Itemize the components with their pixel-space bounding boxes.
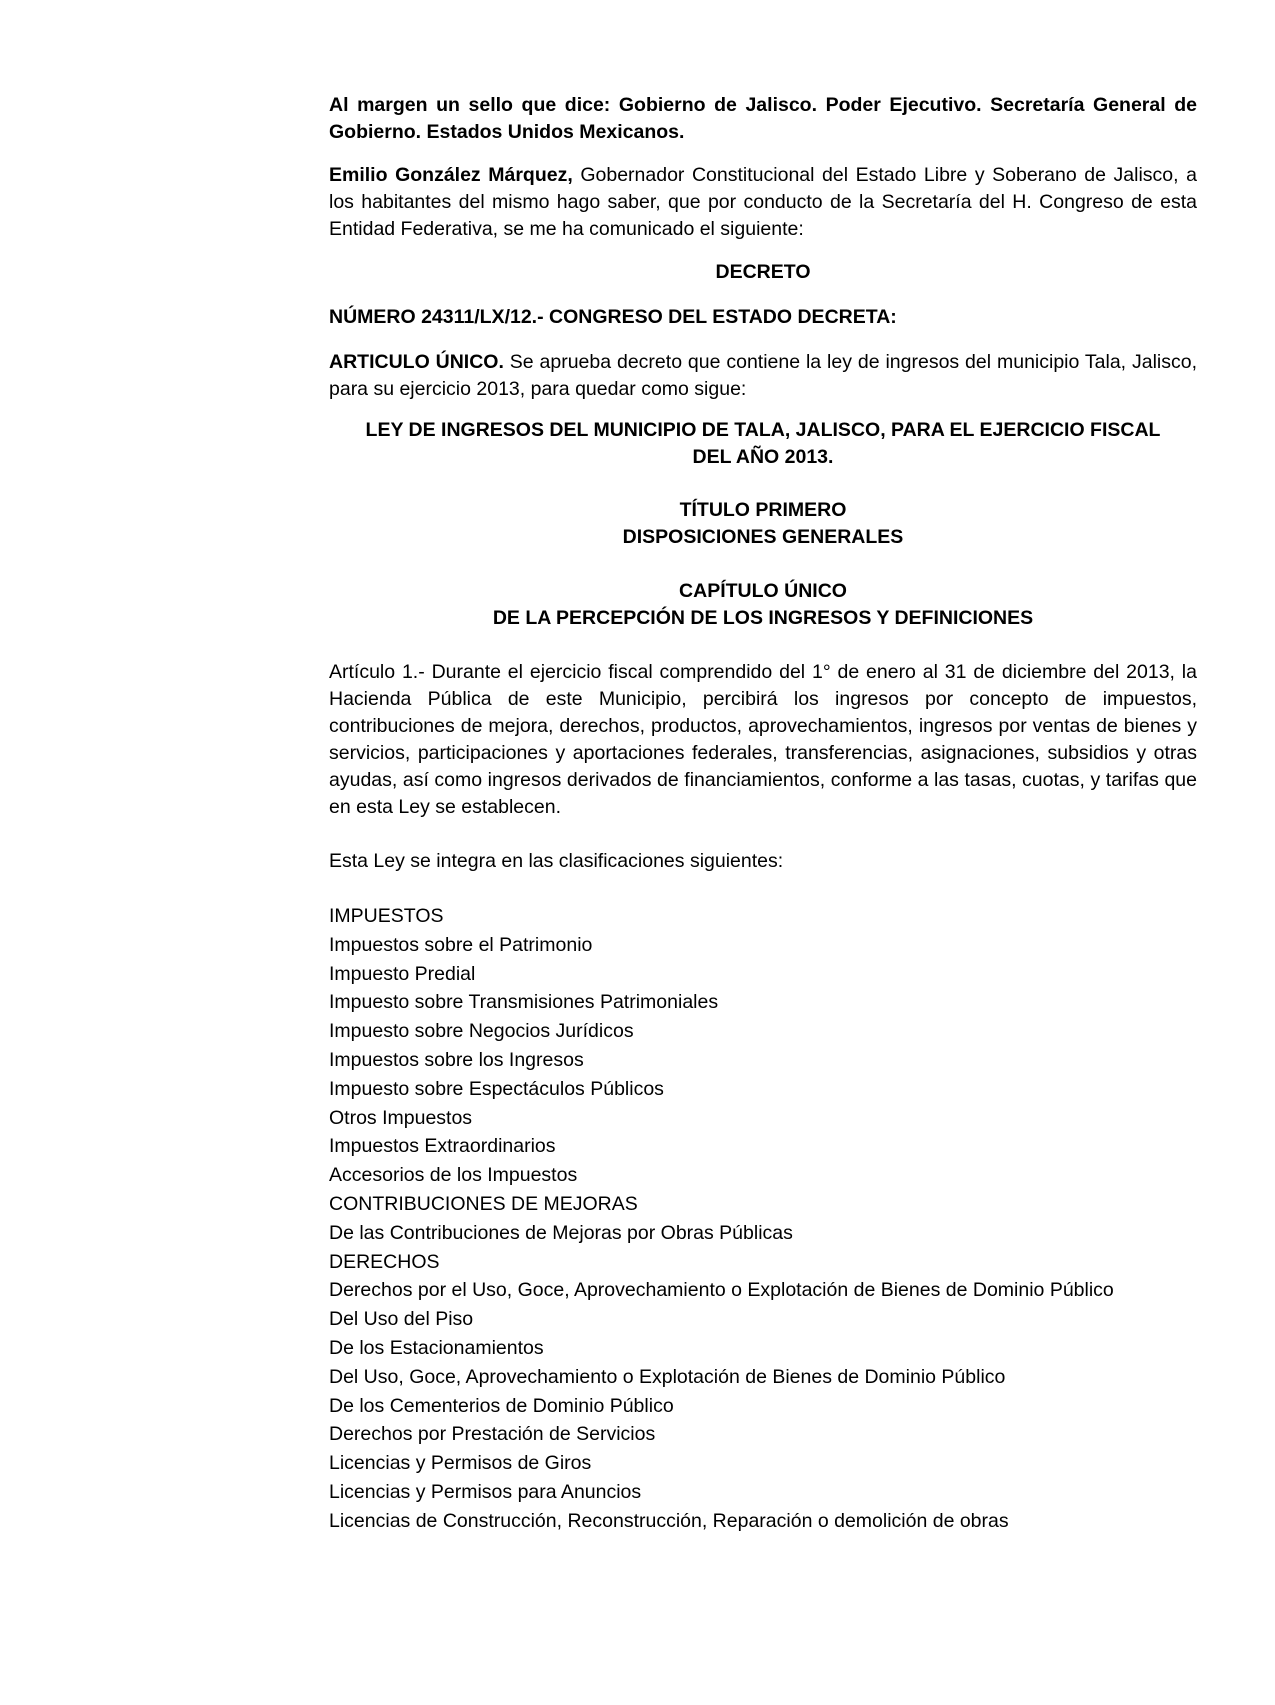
list-item: Accesorios de los Impuestos bbox=[329, 1164, 578, 1187]
list-item: CONTRIBUCIONES DE MEJORAS bbox=[329, 1192, 638, 1215]
list-item: Del Uso del Piso bbox=[329, 1308, 474, 1331]
list-item: Impuestos sobre el Patrimonio bbox=[329, 933, 593, 956]
list-item: Licencias y Permisos de Giros bbox=[329, 1452, 592, 1475]
title-first-heading: TÍTULO PRIMERO bbox=[679, 499, 847, 521]
article-unique-text: Se aprueba decreto que contiene la ley de ingresos del municipio Tala, Jalisco, para su ejercicio 2013, para quedar como sigue: bbox=[329, 351, 1197, 400]
article-one-paragraph: Artículo 1.- Durante el ejercicio fiscal comprendido del 1° de enero al 31 de diciembre del 2013, la Hacienda Pública de este Municipio, percibirá los ingresos por concepto de impuestos, contribuciones de mejora, derechos, productos, aprovechamientos, ingresos por ventas de bienes y servicios, participaciones y aportaciones federales, transferencias, asignaciones, subsidios y otras ayudas, así como ingresos derivados de financiamientos, conforme a las tasas, cuotas, y tarifas que en esta Ley se establecen. bbox=[329, 661, 1197, 818]
list-item: Otros Impuestos bbox=[329, 1106, 473, 1129]
law-title-line-1: LEY DE INGRESOS DEL MUNICIPIO DE TALA, JALISCO, PARA EL EJERCICIO FISCAL bbox=[365, 419, 1161, 441]
governor-name: Emilio González Márquez, bbox=[329, 164, 573, 186]
list-item: Del Uso, Goce, Aprovechamiento o Explotación de Bienes de Dominio Público bbox=[329, 1365, 1006, 1388]
list-item: Licencias y Permisos para Anuncios bbox=[329, 1480, 642, 1503]
law-title bbox=[329, 417, 1197, 471]
classification-list bbox=[329, 902, 1197, 1536]
chapter-heading: CAPÍTULO ÚNICO bbox=[679, 580, 847, 602]
decree-title: DECRETO bbox=[715, 261, 811, 283]
integrates-text: Esta Ley se integra en las clasificaciones siguientes: bbox=[329, 850, 784, 872]
article-unique-label: ARTICULO ÚNICO. bbox=[329, 351, 504, 373]
law-title-line-2: DEL AÑO 2013. bbox=[692, 446, 834, 468]
list-item: Impuesto sobre Negocios Jurídicos bbox=[329, 1020, 634, 1043]
list-item: Derechos por el Uso, Goce, Aprovechamiento o Explotación de Bienes de Dominio Público bbox=[329, 1279, 1114, 1302]
list-item: Impuestos sobre los Ingresos bbox=[329, 1048, 584, 1071]
list-item: Derechos por Prestación de Servicios bbox=[329, 1423, 656, 1446]
list-item: Licencias de Construcción, Reconstrucción, Reparación o demolición de obras bbox=[329, 1509, 1009, 1532]
list-item: Impuesto sobre Espectáculos Públicos bbox=[329, 1077, 664, 1100]
list-item: De los Estacionamientos bbox=[329, 1336, 544, 1359]
proclamation-paragraph bbox=[329, 162, 1197, 243]
list-item: IMPUESTOS bbox=[329, 905, 444, 927]
list-item: Impuestos Extraordinarios bbox=[329, 1135, 556, 1158]
list-item: DERECHOS bbox=[329, 1250, 440, 1273]
chapter-block bbox=[329, 578, 1197, 632]
list-item: De las Contribuciones de Mejoras por Obras Públicas bbox=[329, 1221, 793, 1244]
title-first-block bbox=[329, 497, 1197, 551]
list-item: Impuesto sobre Transmisiones Patrimoniales bbox=[329, 991, 719, 1014]
decree-number: NÚMERO 24311/LX/12.- CONGRESO DEL ESTADO DECRETA: bbox=[329, 306, 897, 328]
list-item: Impuesto Predial bbox=[329, 962, 476, 985]
article-unique-paragraph bbox=[329, 349, 1197, 403]
document-body bbox=[329, 92, 1197, 1536]
proclamation-text: Gobernador Constitucional del Estado Libre y Soberano de Jalisco, a los habitantes del mismo hago saber, que por conducto de la Secretaría del H. Congreso de esta Entidad Federativa, se me ha comunicado el siguiente: bbox=[329, 164, 1197, 240]
list-item: De los Cementerios de Dominio Público bbox=[329, 1394, 674, 1417]
title-first-subtitle: DISPOSICIONES GENERALES bbox=[622, 526, 904, 548]
chapter-subtitle: DE LA PERCEPCIÓN DE LOS INGRESOS Y DEFINICIONES bbox=[492, 607, 1034, 629]
seal-notice: Al margen un sello que dice: Gobierno de Jalisco. Poder Ejecutivo. Secretaría General de Gobierno. Estados Unidos Mexicanos. bbox=[329, 94, 1197, 143]
